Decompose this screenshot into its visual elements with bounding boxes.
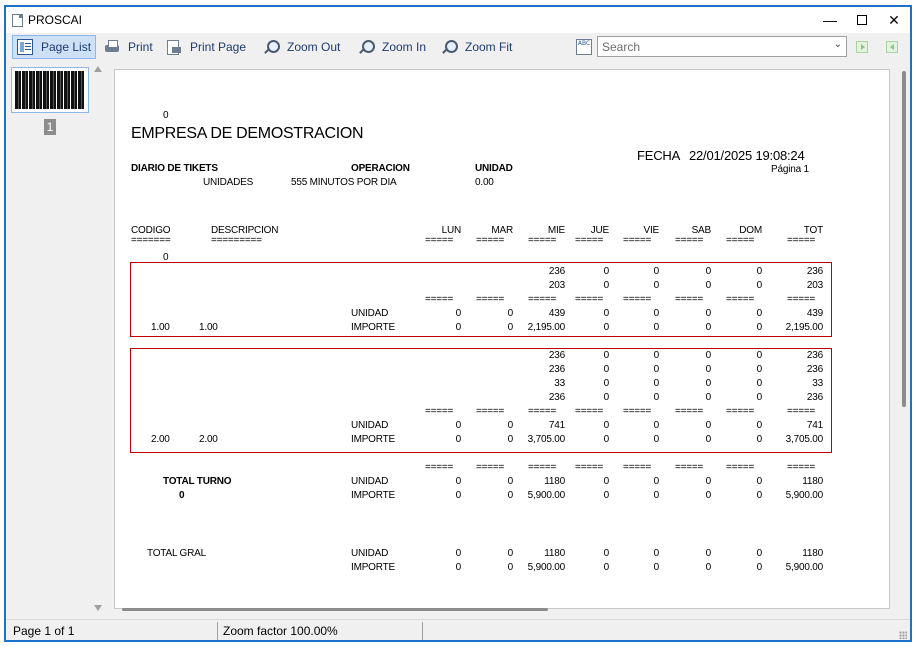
page-number-label: Página 1 — [771, 164, 809, 175]
summary-cell-mie: 439 — [548, 308, 565, 319]
summary-cell-jue: 0 — [603, 434, 609, 445]
summary-cell-lun: 0 — [455, 420, 461, 431]
detail-cell-vie: 0 — [653, 364, 659, 375]
summary-cell-vie: 0 — [653, 322, 659, 333]
detail-cell-vie: 0 — [653, 378, 659, 389]
report-preview-window — [4, 5, 912, 642]
zoom-fit-button[interactable] — [437, 35, 516, 59]
summary-label: UNIDAD — [351, 548, 389, 559]
summary-cell-dom: 0 — [756, 490, 762, 501]
zoom-in-label: Zoom In — [382, 40, 427, 54]
summary-cell-sab: 0 — [705, 420, 711, 431]
row-underline: ===== — [623, 294, 652, 305]
underline-descripcion: ========= — [211, 235, 262, 246]
summary-cell-mar: 0 — [507, 476, 513, 487]
summary-cell-sab: 0 — [705, 490, 711, 501]
zoom-in-icon — [358, 39, 374, 55]
summary-cell-dom: 0 — [756, 308, 762, 319]
group-zero: 0 — [163, 252, 169, 263]
zoom-out-icon — [263, 39, 279, 55]
operacion-label: OPERACION — [351, 163, 410, 174]
print-page-button[interactable] — [162, 35, 250, 59]
summary-cell-dom: 0 — [756, 420, 762, 431]
operacion-value: 555 MINUTOS POR DIA — [291, 177, 397, 188]
detail-cell-tot: 236 — [806, 350, 823, 361]
row-underline: ===== — [425, 294, 454, 305]
row-underline: ===== — [528, 294, 557, 305]
summary-cell-lun: 0 — [455, 308, 461, 319]
summary-cell-mar: 0 — [507, 490, 513, 501]
summary-cell-vie: 0 — [653, 308, 659, 319]
summary-cell-mie: 3,705.00 — [527, 434, 565, 445]
total-turno-sub: 0 — [179, 490, 185, 501]
summary-cell-lun: 0 — [455, 434, 461, 445]
row-underline: ===== — [476, 462, 505, 473]
summary-cell-lun: 0 — [455, 490, 461, 501]
detail-cell-mie: 236 — [548, 392, 565, 403]
row-underline: ===== — [787, 406, 816, 417]
detail-cell-mie: 236 — [548, 266, 565, 277]
summary-label: UNIDAD — [351, 476, 389, 487]
search-input[interactable] — [598, 40, 823, 54]
row-underline: ===== — [675, 462, 704, 473]
summary-cell-lun: 0 — [455, 476, 461, 487]
close-button[interactable]: ✕ — [888, 12, 900, 28]
horizontal-scrollbar[interactable] — [122, 608, 548, 611]
summary-cell-dom: 0 — [756, 548, 762, 559]
summary-label: IMPORTE — [351, 434, 395, 445]
zoom-fit-icon — [441, 39, 457, 55]
summary-cell-tot: 5,900.00 — [785, 490, 823, 501]
chevron-down-icon[interactable]: ⌄ — [833, 39, 842, 50]
zoom-status: Zoom factor 100.00% — [223, 624, 338, 638]
column-header-codigo: CODIGO — [131, 225, 171, 236]
summary-cell-vie: 0 — [653, 562, 659, 573]
unidades-label: UNIDADES — [203, 177, 254, 188]
detail-cell-sab: 0 — [705, 364, 711, 375]
summary-label: IMPORTE — [351, 322, 395, 333]
underline-codigo: ======= — [131, 235, 171, 246]
detail-cell-tot: 236 — [806, 364, 823, 375]
detail-cell-vie: 0 — [653, 392, 659, 403]
summary-cell-dom: 0 — [756, 476, 762, 487]
detail-cell-mie: 203 — [548, 280, 565, 291]
detail-cell-dom: 0 — [756, 392, 762, 403]
print-page-icon — [166, 39, 182, 55]
summary-cell-mie: 5,900.00 — [527, 562, 565, 573]
row-underline: ===== — [425, 406, 454, 417]
print-page-label: Print Page — [190, 40, 247, 54]
row-underline: ===== — [787, 294, 816, 305]
thumbnail-page-number: 1 — [44, 119, 56, 135]
detail-cell-tot: 236 — [806, 266, 823, 277]
detail-cell-tot: 203 — [806, 280, 823, 291]
underline-sab: ===== — [675, 235, 704, 246]
page-list-icon — [17, 39, 33, 55]
detail-cell-tot: 33 — [812, 378, 823, 389]
summary-label: UNIDAD — [351, 420, 389, 431]
summary-cell-tot: 3,705.00 — [785, 434, 823, 445]
total-gral-label: TOTAL GRAL — [147, 548, 206, 559]
fecha-label: FECHA — [637, 148, 681, 163]
page-count-status: Page 1 of 1 — [13, 624, 75, 638]
toolbar — [6, 33, 910, 61]
column-header-vie: VIE — [643, 225, 659, 236]
detail-cell-jue: 0 — [603, 392, 609, 403]
summary-cell-lun: 0 — [455, 322, 461, 333]
page-viewer — [92, 63, 910, 619]
row-underline: ===== — [787, 462, 816, 473]
summary-cell-vie: 0 — [653, 434, 659, 445]
column-header-descripcion: DESCRIPCION — [211, 225, 279, 236]
row-underline: ===== — [476, 294, 505, 305]
summary-cell-sab: 0 — [705, 322, 711, 333]
row-underline: ===== — [726, 294, 755, 305]
summary-cell-tot: 741 — [806, 420, 823, 431]
detail-cell-sab: 0 — [705, 350, 711, 361]
summary-cell-mar: 0 — [507, 548, 513, 559]
underline-dom: ===== — [726, 235, 755, 246]
column-header-dom: DOM — [739, 225, 762, 236]
top-zero: 0 — [163, 110, 169, 121]
detail-cell-sab: 0 — [705, 378, 711, 389]
underline-lun: ===== — [425, 235, 454, 246]
summary-cell-jue: 0 — [603, 490, 609, 501]
row-underline: ===== — [623, 406, 652, 417]
zoom-out-button[interactable] — [259, 35, 344, 59]
row-underline: ===== — [528, 406, 557, 417]
zoom-in-button[interactable] — [354, 35, 430, 59]
group2-descripcion: 2.00 — [199, 434, 218, 445]
status-separator — [422, 622, 423, 640]
summary-cell-mar: 0 — [507, 420, 513, 431]
page-list-button[interactable] — [12, 35, 96, 59]
summary-label: IMPORTE — [351, 490, 395, 501]
summary-cell-mar: 0 — [507, 562, 513, 573]
summary-cell-tot: 2,195.00 — [785, 322, 823, 333]
detail-cell-sab: 0 — [705, 266, 711, 277]
summary-cell-tot: 1180 — [802, 548, 823, 559]
detail-cell-dom: 0 — [756, 266, 762, 277]
summary-cell-mie: 5,900.00 — [527, 490, 565, 501]
window-title: PROSCAI — [28, 13, 83, 27]
detail-cell-jue: 0 — [603, 364, 609, 375]
detail-cell-sab: 0 — [705, 392, 711, 403]
column-header-mie: MIE — [547, 225, 565, 236]
summary-cell-jue: 0 — [603, 308, 609, 319]
summary-cell-jue: 0 — [603, 322, 609, 333]
print-button[interactable] — [100, 35, 157, 59]
detail-cell-jue: 0 — [603, 266, 609, 277]
summary-cell-mie: 741 — [548, 420, 565, 431]
maximize-icon — [857, 15, 867, 25]
detail-cell-jue: 0 — [603, 378, 609, 389]
printer-icon — [104, 39, 120, 55]
column-header-tot: TOT — [803, 225, 823, 236]
column-header-lun: LUN — [441, 225, 461, 236]
company-name: EMPRESA DE DEMOSTRACION — [131, 125, 364, 142]
summary-cell-vie: 0 — [653, 420, 659, 431]
maximize-button[interactable] — [846, 7, 878, 33]
summary-cell-mar: 0 — [507, 322, 513, 333]
summary-cell-dom: 0 — [756, 562, 762, 573]
page-thumbnail-pane — [6, 63, 92, 619]
summary-cell-vie: 0 — [653, 490, 659, 501]
status-separator — [217, 622, 218, 640]
summary-label: IMPORTE — [351, 562, 395, 573]
column-header-sab: SAB — [691, 225, 711, 236]
row-underline: ===== — [675, 406, 704, 417]
summary-cell-jue: 0 — [603, 562, 609, 573]
row-underline: ===== — [726, 462, 755, 473]
detail-cell-tot: 236 — [806, 392, 823, 403]
underline-tot: ===== — [787, 235, 816, 246]
resize-grip-icon[interactable] — [899, 631, 907, 639]
page-list-label: Page List — [41, 40, 92, 54]
unidad-header-label: UNIDAD — [475, 163, 513, 174]
detail-cell-mie: 236 — [548, 364, 565, 375]
print-label: Print — [128, 40, 153, 54]
detail-cell-dom: 0 — [756, 350, 762, 361]
detail-cell-vie: 0 — [653, 350, 659, 361]
detail-cell-sab: 0 — [705, 280, 711, 291]
underline-mar: ===== — [476, 235, 505, 246]
scroll-down-arrow[interactable] — [94, 605, 102, 611]
zoom-out-label: Zoom Out — [287, 40, 341, 54]
row-underline: ===== — [623, 462, 652, 473]
zoom-fit-label: Zoom Fit — [465, 40, 513, 54]
summary-cell-tot: 439 — [806, 308, 823, 319]
search-next-button[interactable] — [856, 41, 868, 53]
thumbnail-preview — [15, 71, 85, 109]
underline-jue: ===== — [575, 235, 604, 246]
row-underline: ===== — [425, 462, 454, 473]
fecha-value: 22/01/2025 19:08:24 — [689, 148, 805, 163]
underline-vie: ===== — [623, 235, 652, 246]
underline-mie: ===== — [528, 235, 557, 246]
summary-cell-jue: 0 — [603, 476, 609, 487]
detail-cell-dom: 0 — [756, 364, 762, 375]
detail-cell-mie: 236 — [548, 350, 565, 361]
diario-label: DIARIO DE TIKETS — [131, 163, 218, 174]
row-underline: ===== — [476, 406, 505, 417]
summary-cell-mar: 0 — [507, 434, 513, 445]
summary-cell-sab: 0 — [705, 476, 711, 487]
summary-cell-sab: 0 — [705, 434, 711, 445]
report-page — [114, 69, 890, 609]
summary-cell-jue: 0 — [603, 548, 609, 559]
summary-cell-sab: 0 — [705, 562, 711, 573]
page-thumbnail[interactable] — [11, 67, 89, 113]
detail-cell-dom: 0 — [756, 280, 762, 291]
search-previous-button[interactable] — [886, 41, 898, 53]
spellcheck-icon: ABC — [576, 39, 592, 55]
scroll-up-arrow[interactable] — [94, 66, 102, 72]
summary-cell-sab: 0 — [705, 548, 711, 559]
search-box[interactable] — [597, 36, 847, 57]
summary-cell-lun: 0 — [455, 548, 461, 559]
summary-cell-tot: 1180 — [802, 476, 823, 487]
detail-cell-vie: 0 — [653, 266, 659, 277]
detail-cell-jue: 0 — [603, 280, 609, 291]
summary-cell-mie: 1180 — [544, 548, 565, 559]
summary-cell-lun: 0 — [455, 562, 461, 573]
total-turno-label: TOTAL TURNO — [163, 476, 232, 487]
summary-cell-dom: 0 — [756, 322, 762, 333]
row-underline: ===== — [726, 406, 755, 417]
summary-cell-mie: 1180 — [544, 476, 565, 487]
row-underline: ===== — [528, 462, 557, 473]
detail-cell-jue: 0 — [603, 350, 609, 361]
detail-cell-dom: 0 — [756, 378, 762, 389]
group1-descripcion: 1.00 — [199, 322, 218, 333]
summary-cell-vie: 0 — [653, 548, 659, 559]
summary-cell-dom: 0 — [756, 434, 762, 445]
summary-cell-mar: 0 — [507, 308, 513, 319]
column-header-mar: MAR — [491, 225, 513, 236]
summary-cell-mie: 2,195.00 — [527, 322, 565, 333]
row-underline: ===== — [675, 294, 704, 305]
row-underline: ===== — [575, 462, 604, 473]
status-bar — [6, 619, 910, 642]
summary-cell-sab: 0 — [705, 308, 711, 319]
detail-cell-vie: 0 — [653, 280, 659, 291]
summary-cell-jue: 0 — [603, 420, 609, 431]
title-bar — [6, 7, 910, 33]
row-underline: ===== — [575, 294, 604, 305]
document-icon — [12, 14, 23, 27]
group2-codigo: 2.00 — [151, 434, 170, 445]
summary-cell-vie: 0 — [653, 476, 659, 487]
vertical-scrollbar[interactable] — [902, 71, 906, 407]
summary-cell-tot: 5,900.00 — [785, 562, 823, 573]
summary-label: UNIDAD — [351, 308, 389, 319]
column-header-jue: JUE — [590, 225, 609, 236]
minimize-button[interactable]: — — [823, 12, 837, 28]
group1-codigo: 1.00 — [151, 322, 170, 333]
detail-cell-mie: 33 — [554, 378, 565, 389]
unidad-value: 0.00 — [475, 177, 494, 188]
row-underline: ===== — [575, 406, 604, 417]
